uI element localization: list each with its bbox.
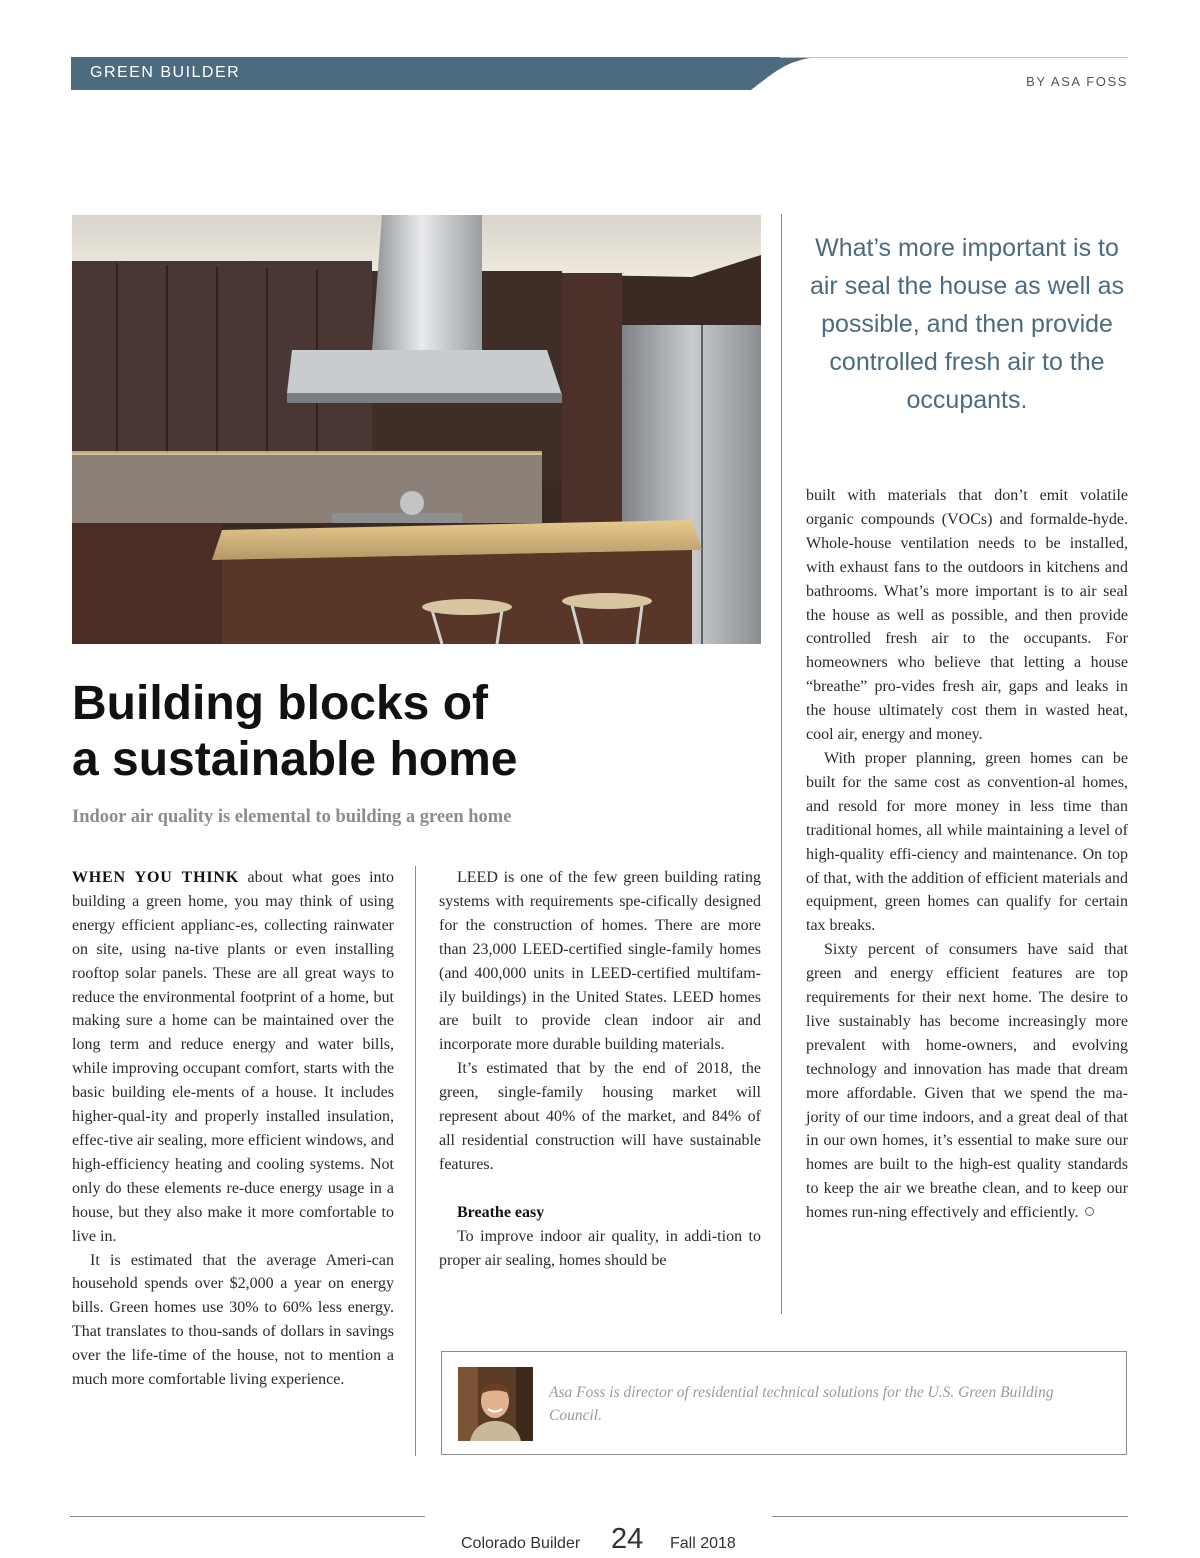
lead-in: WHEN YOU THINK — [72, 869, 239, 886]
body-paragraph — [806, 938, 1128, 1225]
body-paragraph: It is estimated that the average Ameri-can household spends over $2,000 a year on energy bills. Green homes use 30% to 60% less energy. That translates to thou-sands of dollars in savings over the life-time of the house, not to mention a much more comfortable living experience. — [72, 1251, 394, 1389]
column-divider — [781, 214, 782, 1314]
body-paragraph: LEED is one of the few green building rating systems with requirements spe-cifically designed for the construction of homes. There are more than 23,000 LEED-certified single-family homes (and 400,000 units in LEED-certified multifam-ily buildings) in the United States. LEED homes are built to provide clean indoor air and incorporate more durable building materials. — [439, 869, 761, 1054]
headline-line-1: Building blocks of — [72, 677, 488, 730]
kitchen-photo — [72, 215, 761, 644]
paragraph-text: Sixty percent of consumers have said that green and energy efficient features are top requirements for their next home. The desire to live sustainably has become increasingly more prevalent with home-owners, and evolving technology and innovation has made that dream more affordable. Given that we spend the ma-jority of our time indoors, and a great deal of that in our own homes, it’s essential to make sure our homes are built to the high-est quality standards to keep the air we breathe clean, and to keep our homes run-ning effectively and efficiently. — [806, 941, 1128, 1222]
subheading: Breathe easy — [457, 1203, 545, 1221]
section-label: GREEN BUILDER — [90, 64, 241, 81]
body-column-2 — [439, 866, 761, 1273]
column-divider — [415, 866, 416, 1456]
footer-publication: Colorado Builder — [461, 1535, 581, 1552]
body-paragraph — [72, 866, 394, 1249]
article-deck: Indoor air quality is elemental to building a green home — [72, 807, 512, 827]
paragraph-text: about what goes into building a green home, you may think of using energy efficient applianc-es, collecting rainwater on site, using na-tive plants or even installing rooftop solar panels. These are all great ways to reduce the environmental footprint of a home, but making sure a home can be maintained over the long term and reduce energy and water bills, while improving occupant comfort, starts with the basic building ele-ments of a house. It includes higher-qual-ity and properly installed insulation, effec-tive air sealing, more efficient windows, and high-efficiency heating and cooling systems. Not only do these elements re-duce energy usage in a house, but they also make it more comfortable to live in. — [72, 869, 394, 1245]
body-paragraph: built with materials that don’t emit volatile organic compounds (VOCs) and formalde-hyde. Whole-house ventilation needs to be installed, with exhaust fans to the outdoors in kitchens and bathrooms. What’s more important is to air seal the house as well as possible, and then provide controlled fresh air to the occupants. For homeowners who believe that letting a house “breathe” pro-vides fresh air, gaps and leaks in the house ultimately cost them in wasted heat, cool air, energy and money. — [806, 487, 1128, 744]
body-paragraph: To improve indoor air quality, in addi-tion to proper air sealing, homes should be — [439, 1227, 761, 1269]
headline-line-2: a sustainable home — [72, 733, 518, 786]
body-column-3 — [806, 484, 1128, 1225]
byline: BY ASA FOSS — [1026, 74, 1128, 89]
page-number: 24 — [611, 1523, 644, 1555]
body-paragraph: It’s estimated that by the end of 2018, the green, single-family housing market will represent about 40% of the market, and 84% of all residential construction will have sustainable features. — [439, 1060, 761, 1173]
body-paragraph: With proper planning, green homes can be built for the same cost as convention-al homes, and resold for more money in less time than traditional homes, all while maintaining a level of high-quality effi-ciency and maintenance. On top of that, with the addition of efficient materials and equipment, green homes can qualify for certain tax breaks. — [806, 749, 1128, 935]
footer-rule — [772, 1516, 1128, 1517]
header-rule — [780, 57, 1128, 58]
footer-issue: Fall 2018 — [670, 1535, 736, 1552]
article-headline — [72, 676, 712, 788]
end-mark-icon — [1085, 1207, 1094, 1216]
author-bio: Asa Foss is director of residential technical solutions for the U.S. Green Building Council. — [549, 1384, 1054, 1424]
footer-rule — [70, 1516, 425, 1517]
author-headshot — [458, 1367, 533, 1441]
pull-quote: What’s more important is to air seal the house as well as possible, and then provide controlled fresh air to the occupants. — [809, 234, 1125, 414]
body-column-1 — [72, 866, 394, 1392]
